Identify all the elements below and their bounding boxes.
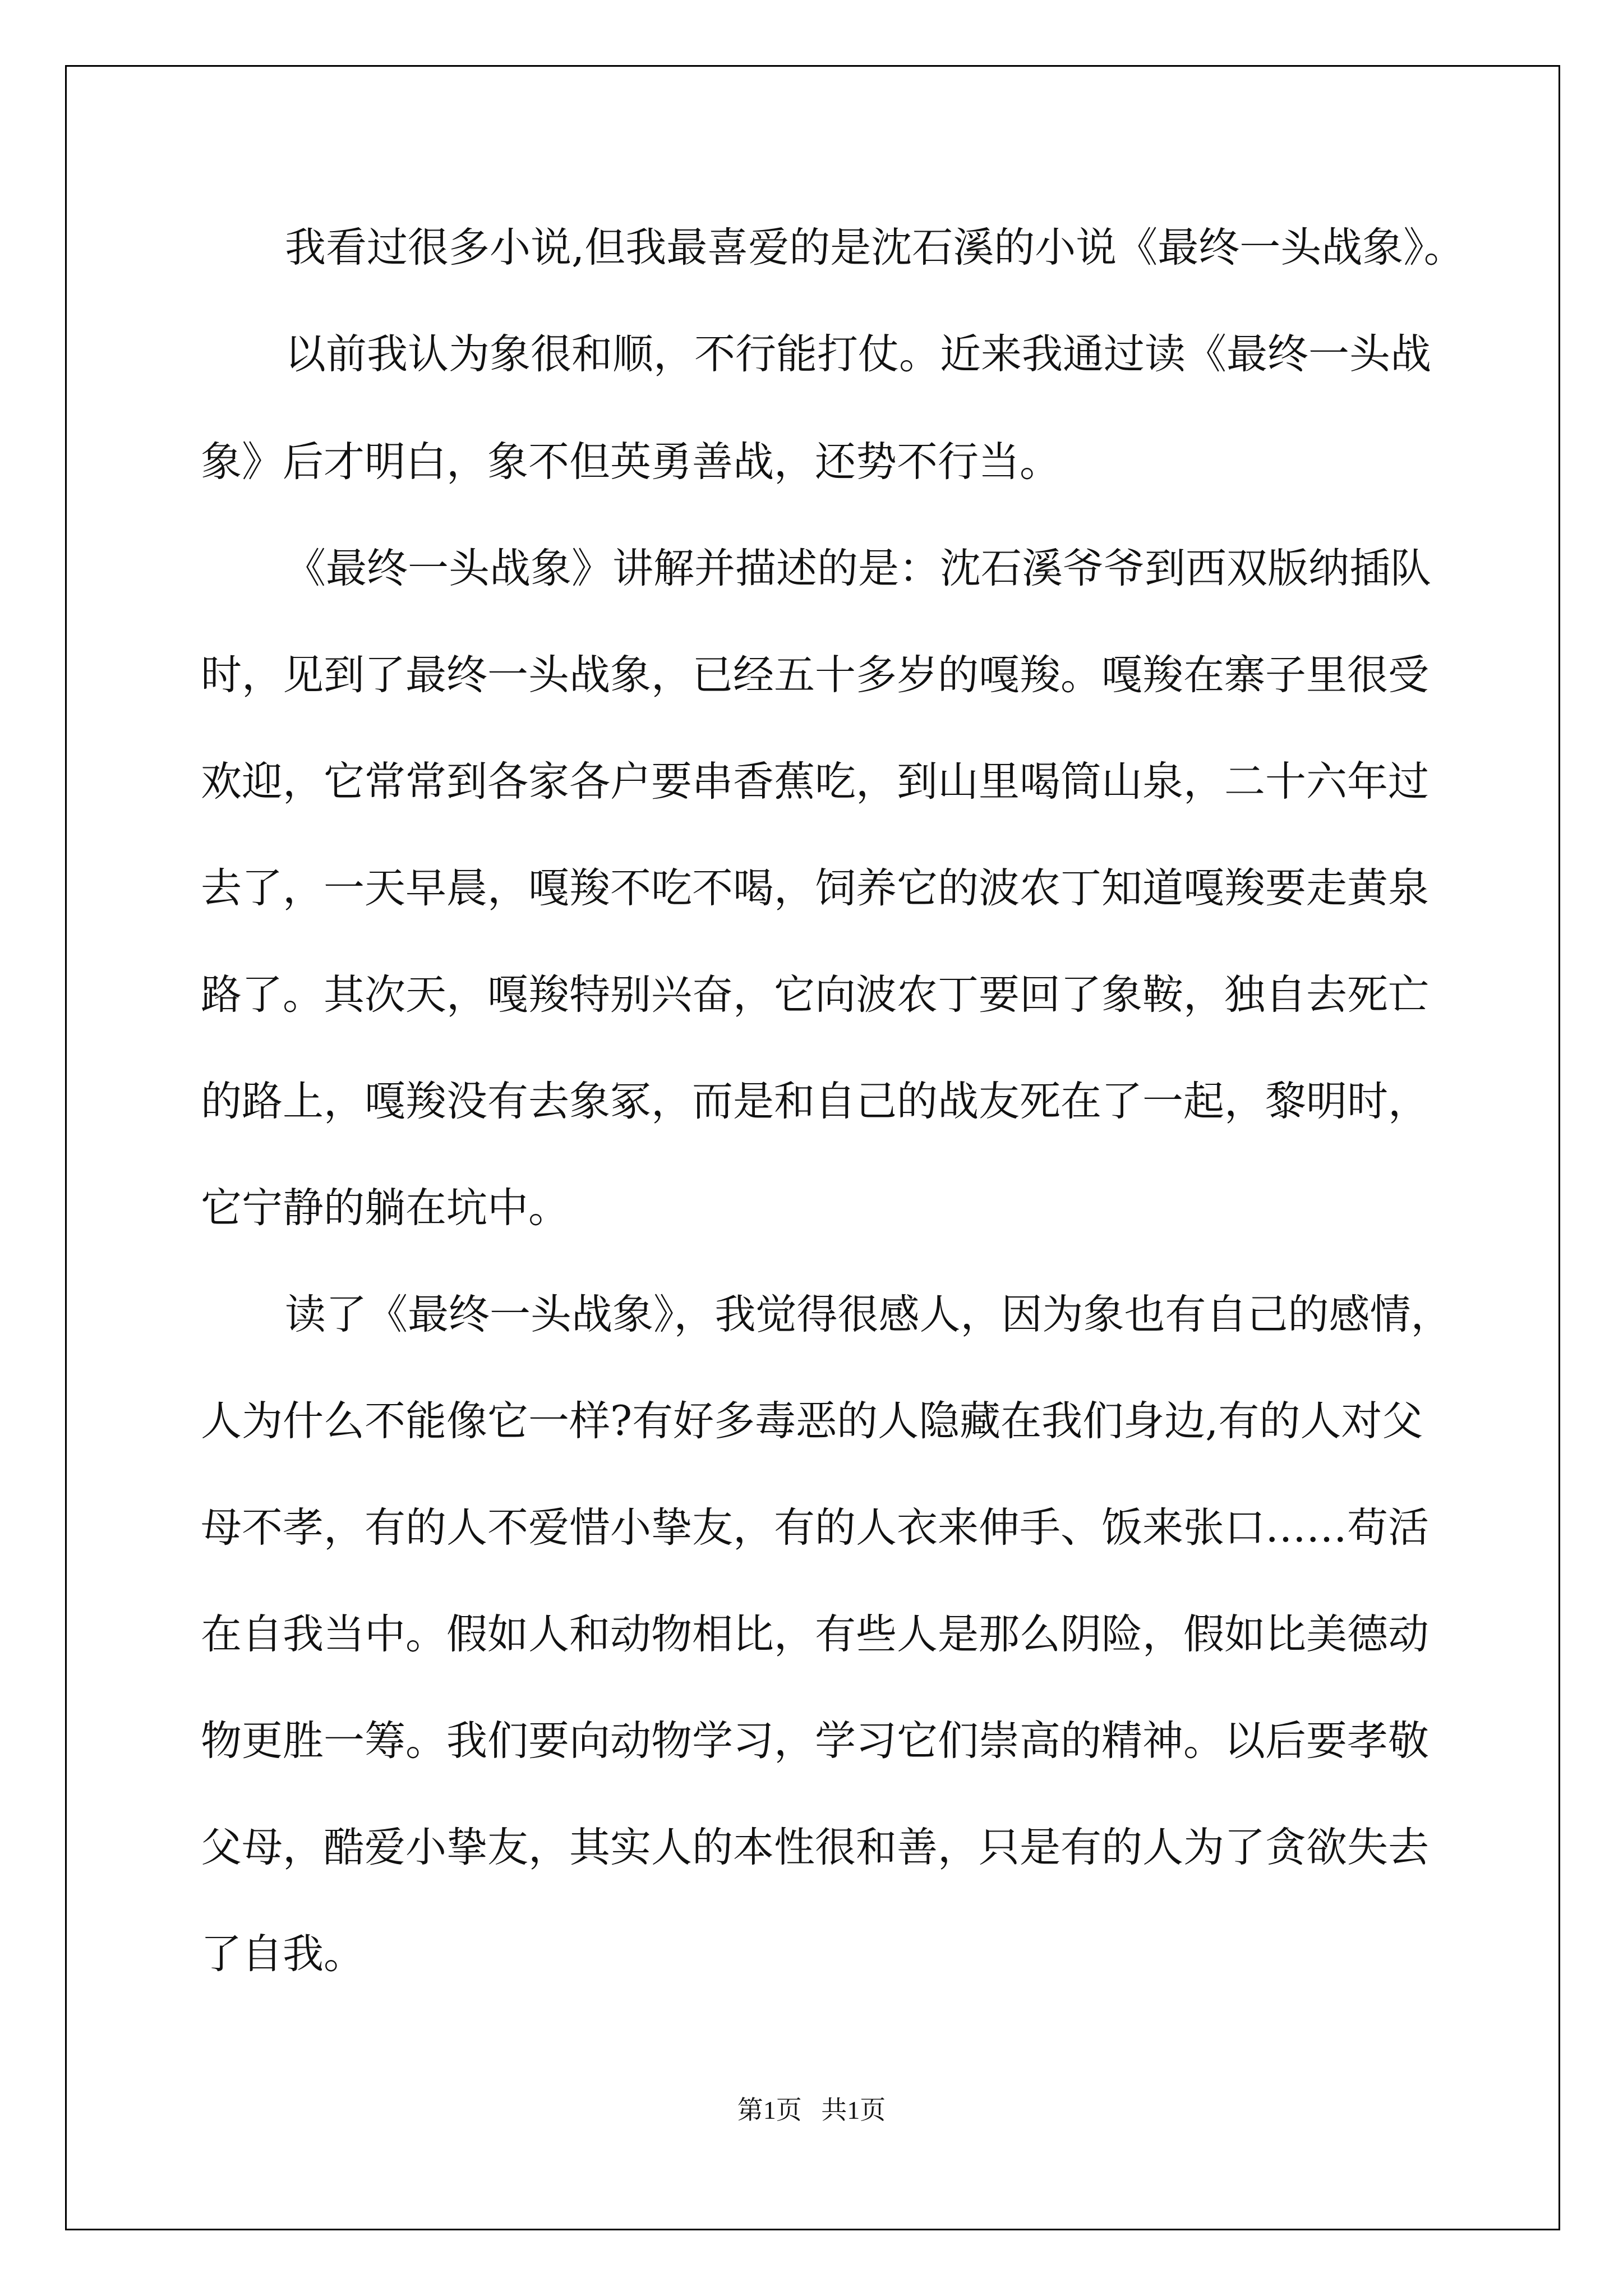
text-line: 欢迎，它常常到各家各户要串香蕉吃，到山里喝筒山泉，二十六年过 xyxy=(201,758,1429,806)
text-line: 的路上，嘎羧没有去象冢，而是和自己的战友死在了一起，黎明时， xyxy=(201,1078,1429,1125)
text-line: 路了。其次天，嘎羧特别兴奋，它向波农丁要回了象鞍，独自去死亡 xyxy=(201,971,1429,1019)
page-border xyxy=(65,65,1560,2230)
text-line: 母不孝，有的人不爱惜小挚友，有的人衣来伸手、饭来张口……苟活 xyxy=(201,1504,1429,1552)
text-line: 时，见到了最终一头战象，已经五十多岁的嘎羧。嘎羧在寨子里很受 xyxy=(201,651,1429,699)
text-line: 以前我认为象很和顺，不行能打仗。近来我通过读《最终一头战 xyxy=(285,330,1431,378)
text-line: 我看过很多小说,但我最喜爱的是沈石溪的小说《最终一头战象》。 xyxy=(285,224,1465,272)
text-line: 它宁静的躺在坑中。 xyxy=(201,1184,569,1232)
text-line: 物更胜一筹。我们要向动物学习，学习它们崇高的精神。以后要孝敬 xyxy=(201,1717,1429,1765)
text-line: 在自我当中。假如人和动物相比，有些人是那么阴险，假如比美德动 xyxy=(201,1611,1429,1658)
page-footer: 第1页 共1页 xyxy=(737,2096,886,2124)
text-line: 读了《最终一头战象》，我觉得很感人，因为象也有自己的感情， xyxy=(285,1291,1452,1338)
text-line: 人为什么不能像它一样?有好多毒恶的人隐藏在我们身边,有的人对父 xyxy=(201,1397,1423,1445)
text-line: 象》后才明白，象不但英勇善战，还势不行当。 xyxy=(201,438,1061,486)
text-line: 了自我。 xyxy=(201,1930,365,1978)
text-line: 《最终一头战象》讲解并描述的是：沈石溪爷爷到西双版纳插队 xyxy=(285,545,1431,592)
text-line: 去了，一天早晨，嘎羧不吃不喝，饲养它的波农丁知道嘎羧要走黄泉 xyxy=(201,864,1429,912)
text-line: 父母，酷爱小挚友，其实人的本性很和善，只是有的人为了贪欲失去 xyxy=(201,1824,1429,1871)
